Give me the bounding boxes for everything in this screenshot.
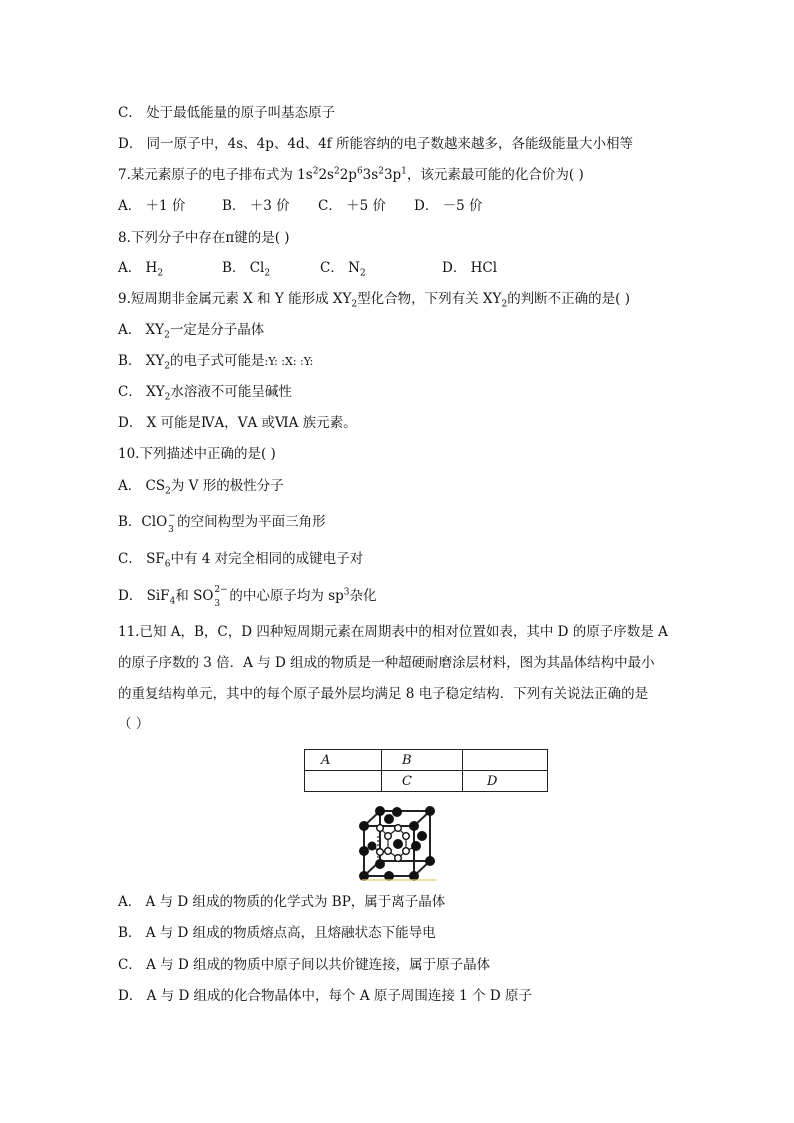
q11-stem-2: 的原子序数的 3 倍．A 与 D 组成的物质是一种超硬耐磨涂层材料，图为其晶体结构中最小 xyxy=(118,655,655,671)
q8-stem: 8.下列分子中存在π键的是( ) xyxy=(118,230,290,246)
q7-option-c: C． ＋5 价 xyxy=(318,198,387,214)
q9-option-b: B． $XY_2$的电子式可能是:Y: :X: :Y: xyxy=(118,353,314,372)
q10-option-d: D． SiF$_4$和 SO 2− 3 的中心原子均为 $sp^3$杂化 xyxy=(118,584,377,609)
q7-option-d: D． －5 价 xyxy=(414,198,483,214)
q8-option-c: C． $N_2$ xyxy=(320,260,366,279)
q6-option-d: D． 同一原子中，4s、4p、4d、4f 所能容纳的电子数越来越多，各能级能量大小相等 xyxy=(118,136,633,152)
q6-option-c: C． 处于最低能量的原子叫基态原子 xyxy=(118,105,336,121)
q11-option-c: C． A 与 D 组成的物质中原子间以共价键连接，属于原子晶体 xyxy=(118,957,491,973)
q9-option-d: D． X 可能是ⅣA，ⅤA 或ⅥA 族元素。 xyxy=(118,415,357,431)
table-cell-d: D xyxy=(463,771,548,792)
table-cell-b: B xyxy=(382,750,463,771)
q10-option-a: A． $CS_2$为 V 形的极性分子 xyxy=(118,478,284,497)
q7-options xyxy=(118,196,483,216)
q9-option-a: A． $XY_2$一定是分子晶体 xyxy=(118,322,265,341)
q11-stem-3: 的重复结构单元，其中的每个原子最外层均满足 8 电子稳定结构．下列有关说法正确的是 xyxy=(118,686,649,702)
table-cell-empty xyxy=(305,771,382,792)
q11-option-d: D． A 与 D 组成的化合物晶体中，每个 A 原子周围连接 1 个 D 原子 xyxy=(118,988,532,1004)
q8-option-b: B． $Cl_2$ xyxy=(222,260,271,279)
q11-option-a: A． A 与 D 组成的物质的化学式为 BP，属于离子晶体 xyxy=(118,894,446,910)
crystal-unit-cell-image xyxy=(358,806,438,882)
q8-options xyxy=(118,258,497,278)
periodic-position-table xyxy=(304,749,548,792)
table-cell-a: A xyxy=(305,750,382,771)
q11-option-b: B． A 与 D 组成的物质熔点高，且熔融状态下能导电 xyxy=(118,925,436,941)
q10-option-b: B．ClO − 3 的空间构型为平面三角形 xyxy=(118,510,326,535)
q11-stem-4: （ ） xyxy=(118,716,150,732)
q7-option-a: A． ＋1 价 xyxy=(118,198,186,214)
electron-formula: :Y: :X: :Y: xyxy=(264,355,314,368)
q8-option-a: A． $H_2$ xyxy=(118,260,164,279)
q10-stem: 10.下列描述中正确的是( ) xyxy=(118,446,276,462)
q8-option-d: D． HCl xyxy=(442,260,498,276)
table-cell-c: C xyxy=(382,771,463,792)
table-cell-empty xyxy=(463,750,548,771)
q10-option-c: C． $SF_6$中有 4 对完全相同的成键电子对 xyxy=(118,551,364,570)
q9-stem: 9.短周期非金属元素 X 和 Y 能形成 $XY_2$型化合物，下列有关 $XY_2$的判断不正确的是( ) xyxy=(118,291,631,310)
q7-option-b: B． ＋3 价 xyxy=(222,198,290,214)
q7-stem: 7.某元素原子的电子排布式为 $1s^22s^22p^63s^23p^1$，该元素最可能的化合价为( ) xyxy=(118,166,584,183)
q9-option-c: C． $XY_2$水溶液不可能呈碱性 xyxy=(118,384,292,403)
q11-stem-1: 11.已知 A，B，C，D 四种短周期元素在周期表中的相对位置如表，其中 D 的原子序数是 A xyxy=(118,624,668,640)
